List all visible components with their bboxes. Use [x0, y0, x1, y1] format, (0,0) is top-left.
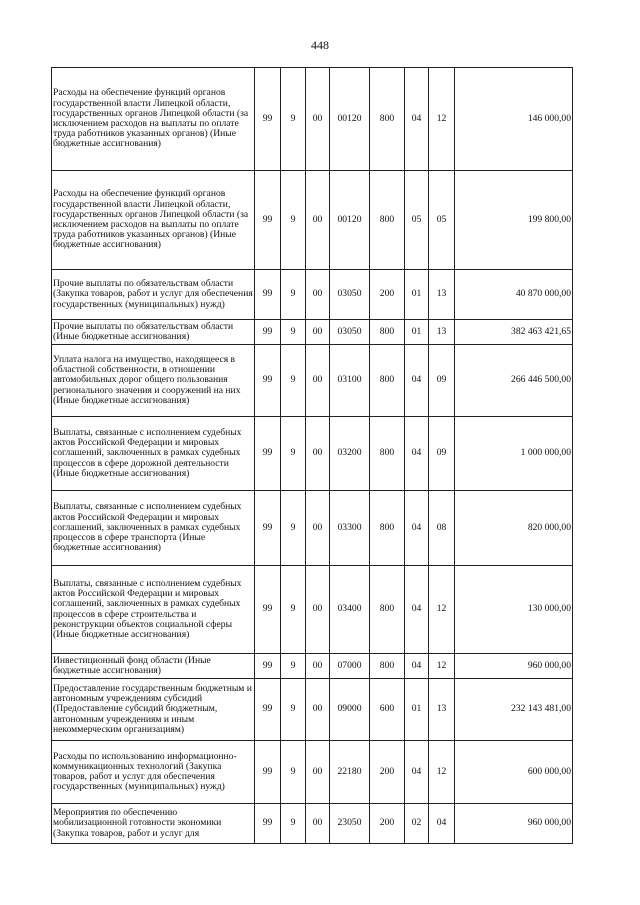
expense-type-code: 800 [370, 171, 405, 270]
direction-code: 00 [306, 417, 330, 491]
section-code: 02 [405, 804, 429, 844]
direction-code: 00 [306, 320, 330, 345]
program-code: 99 [255, 270, 281, 320]
section-code: 01 [405, 270, 429, 320]
expense-type-code: 200 [370, 270, 405, 320]
table-row [52, 171, 573, 270]
expense-code: 03100 [330, 345, 370, 417]
subprogram-code: 9 [281, 566, 306, 654]
row-description: Расходы по использованию информационно-коммуникационных технологий (Закупка товаров, работ и услуг для обеспечения государственных (муниципальных) нужд) [52, 741, 255, 804]
expense-type-code: 800 [370, 491, 405, 566]
subprogram-code: 9 [281, 171, 306, 270]
table-row [52, 654, 573, 679]
expense-type-code: 200 [370, 741, 405, 804]
program-code: 99 [255, 491, 281, 566]
subprogram-code: 9 [281, 270, 306, 320]
direction-code: 00 [306, 491, 330, 566]
table-row [52, 320, 573, 345]
subsection-code: 09 [429, 417, 455, 491]
expense-code: 00120 [330, 171, 370, 270]
section-code: 05 [405, 171, 429, 270]
expense-code: 22180 [330, 741, 370, 804]
direction-code: 00 [306, 68, 330, 171]
direction-code: 00 [306, 270, 330, 320]
subprogram-code: 9 [281, 679, 306, 741]
subsection-code: 04 [429, 804, 455, 844]
program-code: 99 [255, 804, 281, 844]
subprogram-code: 9 [281, 654, 306, 679]
program-code: 99 [255, 171, 281, 270]
expense-code: 23050 [330, 804, 370, 844]
section-code: 04 [405, 566, 429, 654]
row-description: Расходы на обеспечение функций органов государственной власти Липецкой области, государственных органов Липецкой области (за исключением расходов на выплаты по оплате труда работников указанных органов) (Иные бюджетные ассигнования) [52, 171, 255, 270]
program-code: 99 [255, 417, 281, 491]
program-code: 99 [255, 566, 281, 654]
subsection-code: 12 [429, 566, 455, 654]
expense-type-code: 800 [370, 320, 405, 345]
row-description: Выплаты, связанные с исполнением судебных актов Российской Федерации и мировых соглашений, заключенных в рамках судебных процессов в сфере строительства и реконструкции объектов социальной сферы (Иные бюджетные ассигнования) [52, 566, 255, 654]
table-row [52, 491, 573, 566]
expense-type-code: 800 [370, 654, 405, 679]
program-code: 99 [255, 345, 281, 417]
subsection-code: 08 [429, 491, 455, 566]
section-code: 04 [405, 68, 429, 171]
subprogram-code: 9 [281, 491, 306, 566]
program-code: 99 [255, 654, 281, 679]
row-description: Выплаты, связанные с исполнением судебных актов Российской Федерации и мировых соглашений, заключенных в рамках судебных процессов в сфере дорожной деятельности (Иные бюджетные ассигнования) [52, 417, 255, 491]
expense-code: 03400 [330, 566, 370, 654]
subprogram-code: 9 [281, 68, 306, 171]
expense-type-code: 600 [370, 679, 405, 741]
row-description: Мероприятия по обеспечению мобилизационной готовности экономики (Закупка товаров, работ и услуг для [52, 804, 255, 844]
expense-type-code: 800 [370, 417, 405, 491]
amount-value: 232 143 481,00 [455, 679, 573, 741]
budget-table [51, 67, 573, 844]
expense-code: 00120 [330, 68, 370, 171]
expense-type-code: 800 [370, 68, 405, 171]
subprogram-code: 9 [281, 417, 306, 491]
section-code: 04 [405, 741, 429, 804]
expense-code: 07000 [330, 654, 370, 679]
direction-code: 00 [306, 741, 330, 804]
table-body [52, 68, 573, 844]
expense-code: 09000 [330, 679, 370, 741]
expense-type-code: 800 [370, 566, 405, 654]
table-row [52, 804, 573, 844]
program-code: 99 [255, 68, 281, 171]
row-description: Предоставление государственным бюджетным и автономным учреждениям субсидий (Предоставление субсидий бюджетным, автономным учреждениям и иным некоммерческим организациям) [52, 679, 255, 741]
direction-code: 00 [306, 679, 330, 741]
program-code: 99 [255, 320, 281, 345]
subsection-code: 13 [429, 320, 455, 345]
table-row [52, 741, 573, 804]
expense-code: 03050 [330, 270, 370, 320]
subprogram-code: 9 [281, 320, 306, 345]
subsection-code: 12 [429, 654, 455, 679]
subprogram-code: 9 [281, 804, 306, 844]
expense-code: 03050 [330, 320, 370, 345]
section-code: 04 [405, 491, 429, 566]
section-code: 01 [405, 320, 429, 345]
table-row [52, 417, 573, 491]
amount-value: 960 000,00 [455, 654, 573, 679]
subsection-code: 13 [429, 270, 455, 320]
subprogram-code: 9 [281, 345, 306, 417]
subsection-code: 12 [429, 741, 455, 804]
section-code: 04 [405, 417, 429, 491]
amount-value: 130 000,00 [455, 566, 573, 654]
table-row [52, 270, 573, 320]
page-number: 448 [311, 38, 329, 52]
program-code: 99 [255, 741, 281, 804]
amount-value: 1 000 000,00 [455, 417, 573, 491]
amount-value: 820 000,00 [455, 491, 573, 566]
direction-code: 00 [306, 566, 330, 654]
row-description: Прочие выплаты по обязательствам области (Иные бюджетные ассигнования) [52, 320, 255, 345]
table-row [52, 345, 573, 417]
amount-value: 40 870 000,00 [455, 270, 573, 320]
amount-value: 382 463 421,65 [455, 320, 573, 345]
row-description: Прочие выплаты по обязательствам области (Закупка товаров, работ и услуг для обеспечения государственных (муниципальных) нужд) [52, 270, 255, 320]
table-row [52, 68, 573, 171]
subprogram-code: 9 [281, 741, 306, 804]
row-description: Расходы на обеспечение функций органов государственной власти Липецкой области, государственных органов Липецкой области (за исключением расходов на выплаты по оплате труда работников указанных органов) (Иные бюджетные ассигнования) [52, 68, 255, 171]
direction-code: 00 [306, 654, 330, 679]
subsection-code: 12 [429, 68, 455, 171]
subsection-code: 05 [429, 171, 455, 270]
row-description: Уплата налога на имущество, находящееся в областной собственности, в отношении автомобильных дорог общего пользования регионального значения и сооружений на них (Иные бюджетные ассигнования) [52, 345, 255, 417]
program-code: 99 [255, 679, 281, 741]
subsection-code: 13 [429, 679, 455, 741]
amount-value: 146 000,00 [455, 68, 573, 171]
direction-code: 00 [306, 804, 330, 844]
amount-value: 600 000,00 [455, 741, 573, 804]
row-description: Выплаты, связанные с исполнением судебных актов Российской Федерации и мировых соглашений, заключенных в рамках судебных процессов в сфере транспорта (Иные бюджетные ассигнования) [52, 491, 255, 566]
table-row [52, 679, 573, 741]
expense-type-code: 200 [370, 804, 405, 844]
amount-value: 266 446 500,00 [455, 345, 573, 417]
section-code: 04 [405, 345, 429, 417]
expense-code: 03200 [330, 417, 370, 491]
section-code: 01 [405, 679, 429, 741]
row-description: Инвестиционный фонд области (Иные бюджетные ассигнования) [52, 654, 255, 679]
expense-code: 03300 [330, 491, 370, 566]
amount-value: 960 000,00 [455, 804, 573, 844]
expense-type-code: 800 [370, 345, 405, 417]
amount-value: 199 800,00 [455, 171, 573, 270]
direction-code: 00 [306, 171, 330, 270]
direction-code: 00 [306, 345, 330, 417]
subsection-code: 09 [429, 345, 455, 417]
section-code: 04 [405, 654, 429, 679]
table-row [52, 566, 573, 654]
